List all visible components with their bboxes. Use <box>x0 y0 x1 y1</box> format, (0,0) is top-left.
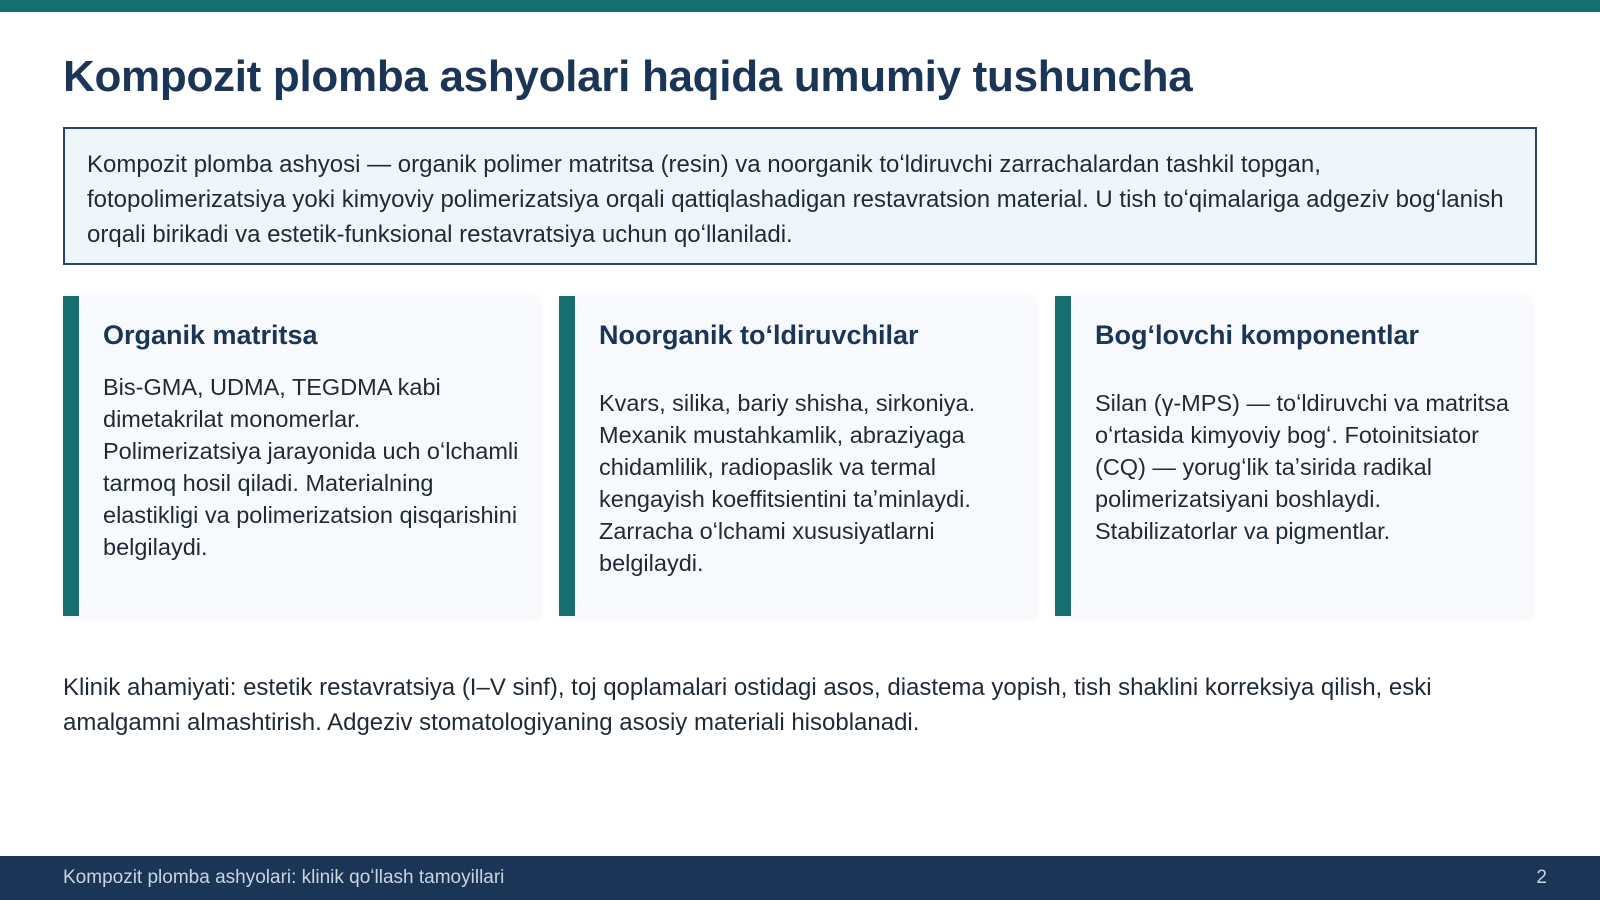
definition-text: Kompozit plomba ashyosi — organik polimer matritsa (resin) va noorganik toʻldiruvchi zarrachalardan tashkil topgan, fotopolimerizatsiya yoki kimyoviy polimerizatsiya orqali qattiqlashadigan restavratsion material. U tish toʻqimalariga adgeziv bogʻlanish orqali birikadi va estetik-funksional restavratsiya uchun qoʻllaniladi. <box>87 151 1504 248</box>
top-accent-bar <box>0 0 1600 12</box>
footer-bar <box>0 856 1600 900</box>
card-coupling-components <box>1055 296 1531 616</box>
card-body: Kvars, silika, bariy shisha, sirkoniya. Mexanik mustahkamlik, abraziyaga chidamlilik, radiopaslik va termal kengayish koeffitsientini taʼminlaydi. Zarracha oʻlchami xususiyatlarni belgilaydi. <box>599 390 976 576</box>
card-body: Bis-GMA, UDMA, TEGDMA kabi dimetakrilat monomerlar. Polimerizatsiya jarayonida uch oʻlchamli tarmoq hosil qiladi. Materialning elastikligi va polimerizatsion qisqarishini belgilaydi. <box>103 374 519 560</box>
card-organic-matrix <box>63 296 539 616</box>
page-title: Kompozit plomba ashyolari haqida umumiy tushuncha <box>63 52 1193 101</box>
definition-box <box>63 127 1537 265</box>
page-number: 2 <box>1536 867 1547 888</box>
clinical-significance-text: Klinik ahamiyati: estetik restavratsiya (I–V sinf), toj qoplamalari ostidagi asos, diastema yopish, tish shaklini korreksiya qilish, eski amalgamni almashtirish. Adgeziv stomatologiyaning asosiy materiali hisoblanadi. <box>63 674 1432 736</box>
card-body: Silan (γ-MPS) — toʻldiruvchi va matritsa oʻrtasida kimyoviy bogʻ. Fotoinitsiator (CQ) — yorugʻlik taʼsirida radikal polimerizatsiyani boshlaydi. Stabilizatorlar va pigmentlar. <box>1095 390 1509 544</box>
footer-title: Kompozit plomba ashyolari: klinik qoʻllash tamoyillari <box>63 867 505 888</box>
card-title: Noorganik toʻldiruvchilar <box>599 320 919 350</box>
card-title: Bogʻlovchi komponentlar <box>1095 320 1420 350</box>
card-inorganic-fillers <box>559 296 1035 616</box>
card-title: Organik matritsa <box>103 320 318 350</box>
